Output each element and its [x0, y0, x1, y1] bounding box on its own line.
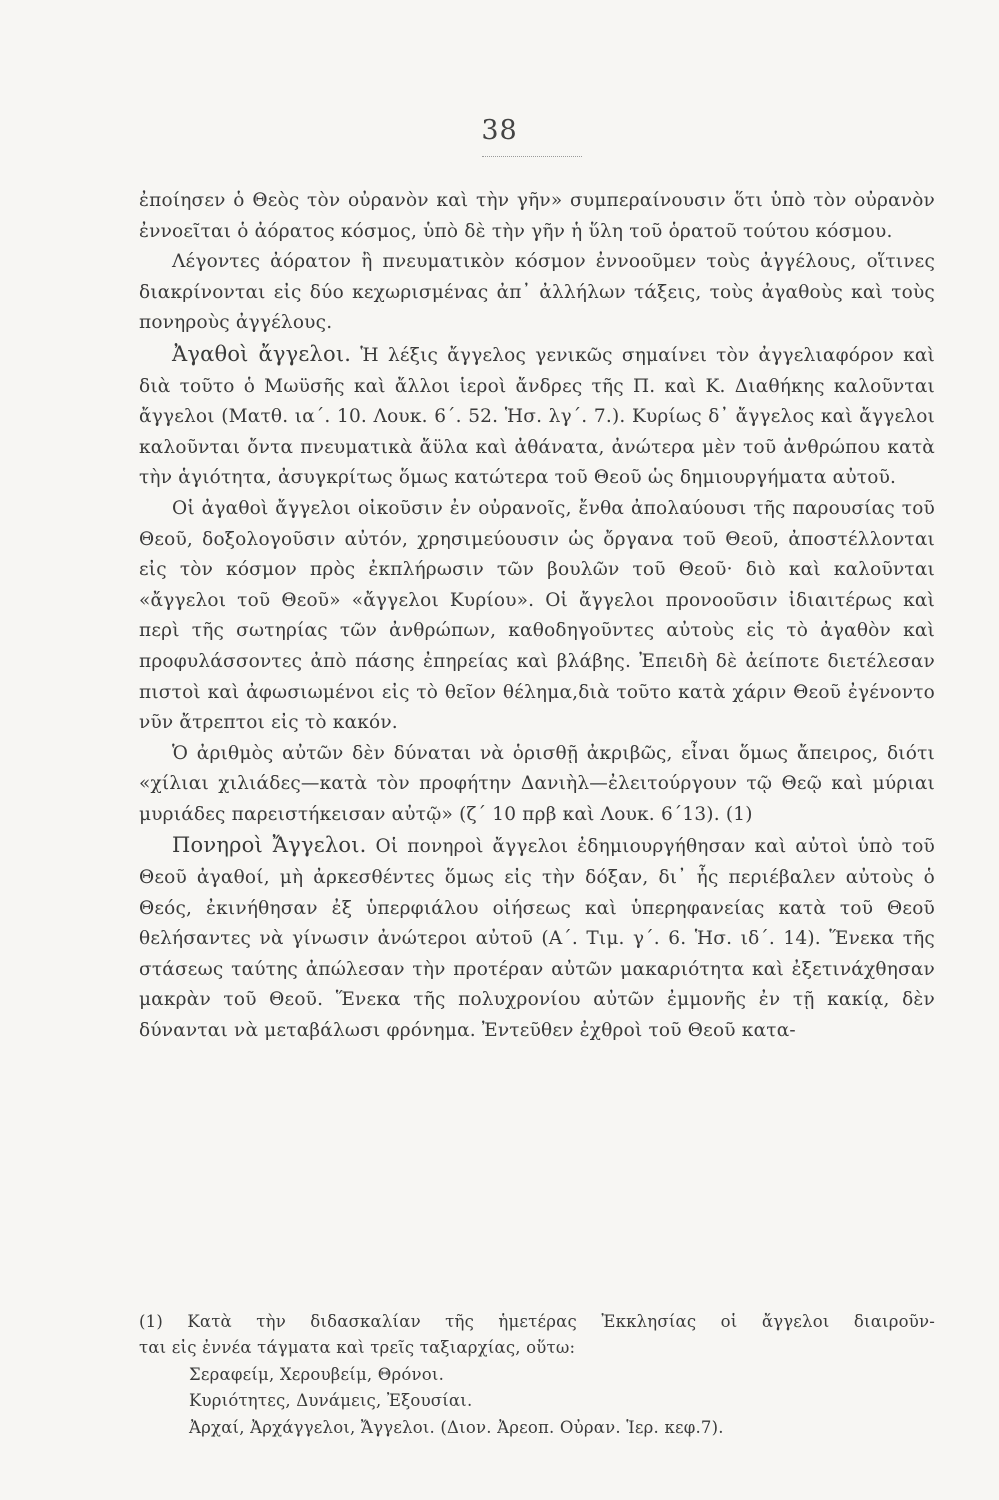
page-number-rule	[482, 156, 582, 157]
paragraph-1: ἐποίησεν ὁ Θεὸς τὸν οὐρανὸν καὶ τὴν γῆν» συμπεραίνουσιν ὅτι ὑπὸ τὸν οὐρανὸν ἐννοεῖται ὁ ἀόρατος κόσμος, ὑπὸ δὲ τὴν γῆν ἡ ὕλη τοῦ ὁρατοῦ τούτου κόσμου.	[139, 190, 935, 242]
paragraph-2: Λέγοντες ἀόρατον ἢ πνευματικὸν κόσμον ἐννοοῦμεν τοὺς ἀγγέλους, οἵτινες διακρίνονται εἰς δύο κεχωρισμένας ἀπ᾽ ἀλλήλων τάξεις, τοὺς ἀγαθοὺς καὶ τοὺς πονηροὺς ἀγγέλους.	[139, 251, 935, 334]
paragraph-4: Οἱ ἀγαθοὶ ἄγγελοι οἰκοῦσιν ἐν οὐρανοῖς, ἔνθα ἀπολαύουσι τῆς παρουσίας τοῦ Θεοῦ, δοξολογοῦσιν αὐτόν, χρησιμεύουσιν ὡς ὄργανα τοῦ Θεοῦ, ἀποστέλλονται εἰς τὸν κόσμον πρὸς ἐκπλήρωσιν τῶν βουλῶν τοῦ Θεοῦ· διὸ καὶ καλοῦνται «ἄγγελοι τοῦ Θεοῦ» «ἄγγελοι Κυρίου». Οἱ ἄγγελοι προνοοῦσιν ἰδιαιτέρως καὶ περὶ τῆς σωτηρίας τῶν ἀνθρώπων, καθοδηγοῦντες αὐτοὺς εἰς τὸ ἀγαθὸν καὶ προφυλάσσοντες ἀπὸ πάσης ἐπηρείας καὶ βλάβης. Ἐπειδὴ δὲ ἀείποτε διετέλεσαν πιστοὶ καὶ ἀφωσιωμένοι εἰς τὸ θεῖον θέλημα,διὰ τοῦτο κατὰ χάριν Θεοῦ ἐγένοντο νῦν ἄτρεπτοι εἰς τὸ κακόν.	[139, 497, 935, 734]
paragraph-3	[139, 339, 935, 494]
footnote-line-3: Σεραφείμ, Χερουβείμ, Θρόνοι.	[189, 1364, 445, 1384]
footnotes	[139, 1309, 935, 1441]
footnote-line-1: (1) Κατὰ τὴν διδασκαλίαν τῆς ἡμετέρας Ἐκκλησίας οἱ ἄγγελοι διαιροῦν-	[139, 1312, 935, 1331]
heading-good-angels: Ἀγαθοὶ ἄγγελοι.	[172, 341, 352, 366]
main-text	[139, 186, 935, 1047]
paragraph-5: Ὁ ἀριθμὸς αὐτῶν δὲν δύναται νὰ ὁρισθῇ ἀκριβῶς, εἶναι ὅμως ἄπειρος, διότι «χίλιαι χιλιάδες—κατὰ τὸν προφήτην Δανιὴλ—ἐλειτούργουν τῷ Θεῷ καὶ μύριαι μυριάδες παρειστήκεισαν αὐτῷ» (ζ΄ 10 πρβ καὶ Λουκ. 6΄13). (1)	[139, 742, 935, 825]
paragraph-6	[139, 830, 935, 1046]
paragraph-6-text: Οἱ πονηροὶ ἄγγελοι ἐδημιουργήθησαν καὶ αὐτοὶ ὑπὸ τοῦ Θεοῦ ἀγαθοί, μὴ ἀρκεσθέντες ὅμως εἰς τὴν δόξαν, δι᾽ ἧς περιέβαλεν αὐτοὺς ὁ Θεός, ἐκινήθησαν ἐξ ὑπερφιάλου οἰήσεως καὶ ὑπερηφανείας κατὰ τοῦ Θεοῦ θελήσαντες νὰ γίνωσιν ἀνώτεροι αὐτοῦ (Α΄. Τιμ. γ΄. 6. Ἡσ. ιδ΄. 14). Ἕνεκα τῆς στάσεως ταύτης ἀπώλεσαν τὴν προτέραν αὐτῶν μακαριότητα καὶ ἐξετινάχθησαν μακρὰν τοῦ Θεοῦ. Ἕνεκα τῆς πολυχρονίου αὐτῶν ἐμμονῆς ἐν τῇ κακίᾳ, δὲν δύνανται νὰ μεταβάλωσι φρόνημα. Ἐντεῦθεν ἐχθροὶ τοῦ Θεοῦ κατα-	[139, 836, 935, 1042]
paragraph-3-text: Ἡ λέξις ἄγγελος γενικῶς σημαίνει τὸν ἀγγελιαφόρον καὶ διὰ τοῦτο ὁ Μωϋσῆς καὶ ἄλλοι ἱεροὶ ἄνδρες τῆς Π. καὶ Κ. Διαθήκης καλοῦνται ἄγγελοι (Ματθ. ια΄. 10. Λουκ. 6΄. 52. Ἡσ. λγ΄. 7.). Κυρίως δ᾽ ἄγγελος καὶ ἄγγελοι καλοῦνται ὄντα πνευματικὰ ἄϋλα καὶ ἀθάνατα, ἀνώτερα μὲν τοῦ ἀνθρώπου κατὰ τὴν ἁγιότητα, ἀσυγκρίτως ὅμως κατώτερα τοῦ Θεοῦ ὡς δημιουργήματα αὐτοῦ.	[139, 344, 935, 489]
footnote-line-2: ται εἰς ἐννέα τάγματα καὶ τρεῖς ταξιαρχίας, οὕτω:	[139, 1338, 576, 1358]
page-number: 38	[481, 115, 518, 146]
footnote-line-5: Ἀρχαί, Ἀρχάγγελοι, Ἄγγελοι. (Διον. Ἀρεοπ. Οὐραν. Ἱερ. κεφ.7).	[189, 1417, 724, 1437]
footnote-line-4: Κυριότητες, Δυνάμεις, Ἐξουσίαι.	[189, 1391, 473, 1411]
heading-evil-angels: Πονηροὶ Ἄγγελοι.	[172, 833, 367, 858]
